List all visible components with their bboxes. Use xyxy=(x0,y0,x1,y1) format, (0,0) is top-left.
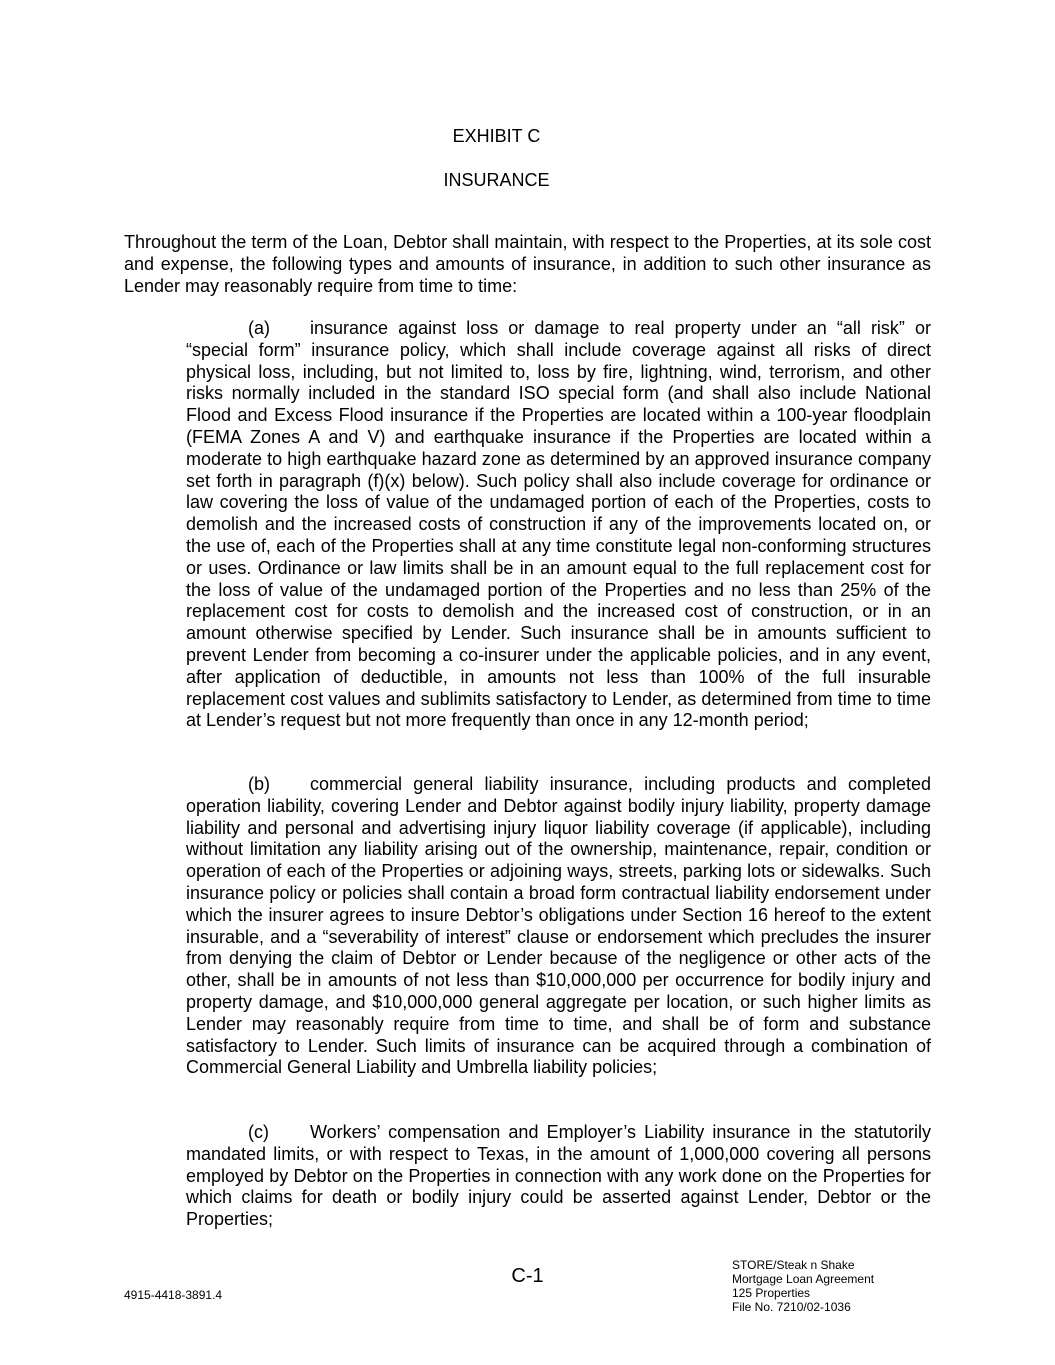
clause-a xyxy=(186,318,931,732)
clause-b-label: (b) xyxy=(248,774,270,794)
footer-reference-line: File No. 7210/02-1036 xyxy=(732,1300,851,1314)
clause-c-text: Workers’ compensation and Employer’s Liability insurance in the statutorily mandated limits, or with respect to Texas, in the amount of 1,000,000 covering all persons employed by Debtor on the Properties in connection with any work done on the Properties for which claims for death or bodily injury could be asserted against Lender, Debtor or the Properties; xyxy=(186,1122,931,1230)
section-title: INSURANCE xyxy=(443,170,550,190)
footer-reference-block xyxy=(732,1258,874,1314)
clause-c xyxy=(186,1122,931,1231)
footer-reference-line: 125 Properties xyxy=(732,1286,811,1300)
clause-c-label: (c) xyxy=(248,1122,269,1142)
page-number: C-1 xyxy=(511,1265,544,1287)
intro-paragraph: Throughout the term of the Loan, Debtor shall maintain, with respect to the Properties, at its sole cost and expense, the following types and amounts of insurance, in addition to such other insurance as Lender may reasonably require from time to time: xyxy=(124,232,931,296)
footer-reference-line: STORE/Steak n Shake xyxy=(732,1258,855,1272)
clause-a-text: insurance against loss or damage to real property under an “all risk” or “special form” insurance policy, which shall include coverage against all risks of direct physical loss, including, but not limited to, loss by fire, lightning, wind, terrorism, and other risks normally included in the standard ISO special form (and shall also include National Flood and Excess Flood insurance if the Properties are located within a 100-year floodplain (FEMA Zones A and V) and earthquake insurance if the Properties are located within a moderate to high earthquake hazard zone as determined by an approved insurance company set forth in paragraph (f)(x) below). Such policy shall also include coverage for ordinance or law covering the loss of value of the undamaged portion of each of the Properties, costs to demolish and the increased costs of construction if any of the improvements located on, or the use of, each of the Properties shall at any time constitute legal non-conforming structures or uses. Ordinance or law limits shall be in an amount equal to the full replacement cost for the loss of value of the undamaged portion of the Properties and no less than 25% of the replacement cost for costs to demolish and the increased cost of construction, or in an amount otherwise specified by Lender. Such insurance shall be in amounts sufficient to prevent Lender from becoming a co-insurer under the applicable policies, and in any event, after application of deductible, in amounts not less than 100% of the full insurable replacement cost values and sublimits satisfactory to Lender, as determined from time to time at Lender’s request but not more frequently than once in any 12-month period; xyxy=(186,318,931,731)
footer-reference-line: Mortgage Loan Agreement xyxy=(732,1272,875,1286)
document-id: 4915-4418-3891.4 xyxy=(124,1288,223,1302)
clause-b-text: commercial general liability insurance, including products and completed operation liability, covering Lender and Debtor against bodily injury liability, property damage liability and personal and advertising injury liquor liability coverage (if applicable), including without limitation any liability arising out of the ownership, maintenance, repair, condition or operation of each of the Properties or adjoining ways, streets, parking lots or sidewalks. Such insurance policy or policies shall contain a broad form contractual liability endorsement under which the insurer agrees to insure Debtor’s obligations under Section 16 hereof to the extent insurable, and a “severability of interest” clause or endorsement which precludes the insurer from denying the claim of Debtor or Lender because of the negligence or other acts of the other, shall be in amounts of not less than $10,000,000 per occurrence for bodily injury and property damage, and $10,000,000 general aggregate per location, or such higher limits as Lender may reasonably require from time to time, and shall be of form and substance satisfactory to Lender. Such limits of insurance can be acquired through a combination of Commercial General Liability and Umbrella liability policies; xyxy=(186,774,931,1078)
exhibit-title: EXHIBIT C xyxy=(452,126,541,146)
clause-a-label: (a) xyxy=(248,318,270,338)
clause-b xyxy=(186,774,931,1079)
